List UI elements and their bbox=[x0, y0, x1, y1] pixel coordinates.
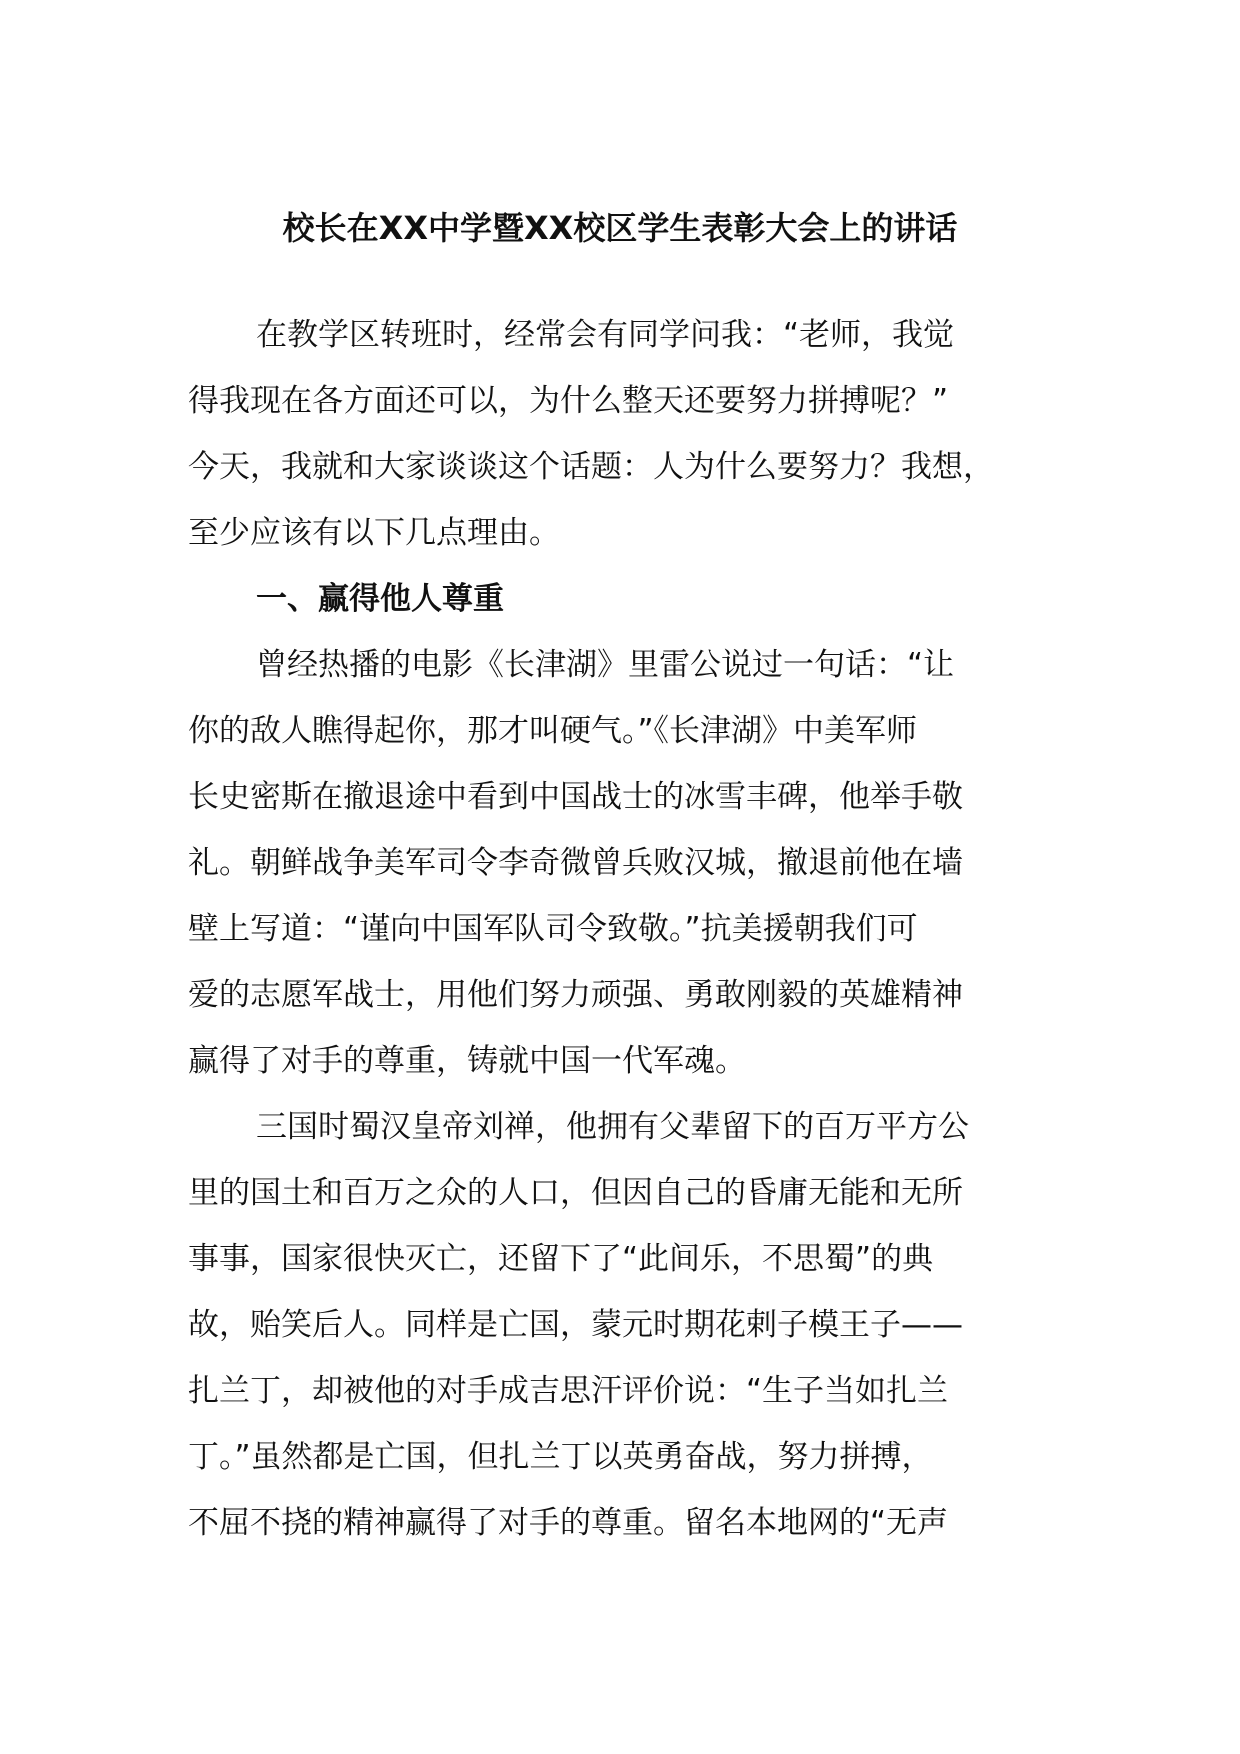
paragraph-line: 扎兰丁，却被他的对手成吉思汗评价说：“生子当如扎兰 bbox=[188, 1373, 949, 1409]
paragraph-line: 曾经热播的电影《长津湖》里雷公说过一句话：“让 bbox=[256, 647, 955, 683]
paragraph-line: 长史密斯在撤退途中看到中国战士的冰雪丰碑，他举手敬 bbox=[188, 779, 963, 815]
document-body bbox=[188, 302, 1068, 1556]
section-heading: 一、赢得他人尊重 bbox=[256, 581, 504, 617]
paragraph-line: 三国时蜀汉皇帝刘禅，他拥有父辈留下的百万平方公 bbox=[256, 1109, 969, 1145]
paragraph-line: 壁上写道：“谨向中国军队司令致敬。”抗美援朝我们可 bbox=[188, 911, 918, 947]
paragraph-line: 里的国土和百万之众的人口，但因自己的昏庸无能和无所 bbox=[188, 1175, 963, 1211]
paragraph-line: 赢得了对手的尊重，铸就中国一代军魂。 bbox=[188, 1043, 746, 1079]
paragraph-line: 至少应该有以下几点理由。 bbox=[188, 515, 560, 551]
paragraph-line: 事事，国家很快灭亡，还留下了“此间乐，不思蜀”的典 bbox=[188, 1241, 934, 1277]
paragraph-line: 故，贻笑后人。同样是亡国，蒙元时期花剌子模王子—— bbox=[188, 1307, 963, 1343]
paragraph-line: 在教学区转班时，经常会有同学问我：“老师，我觉 bbox=[256, 317, 955, 353]
paragraph-line: 今天，我就和大家谈谈这个话题：人为什么要努力？我想， bbox=[188, 449, 994, 485]
paragraph-line: 得我现在各方面还可以，为什么整天还要努力拼搏呢？” bbox=[188, 383, 949, 419]
paragraph-line: 礼。朝鲜战争美军司令李奇微曾兵败汉城，撤退前他在墙 bbox=[188, 845, 963, 881]
paragraph-line: 丁。”虽然都是亡国，但扎兰丁以英勇奋战，努力拼搏， bbox=[188, 1439, 933, 1475]
paragraph-line: 爱的志愿军战士，用他们努力顽强、勇敢刚毅的英雄精神 bbox=[188, 977, 963, 1013]
document-title: 校长在XX中学暨XX校区学生表彰大会上的讲话 bbox=[282, 209, 958, 247]
paragraph-line: 你的敌人瞧得起你，那才叫硬气。”《长津湖》中美军师 bbox=[188, 713, 918, 749]
paragraph-line: 不屈不挠的精神赢得了对手的尊重。留名本地网的“无声 bbox=[188, 1505, 949, 1541]
